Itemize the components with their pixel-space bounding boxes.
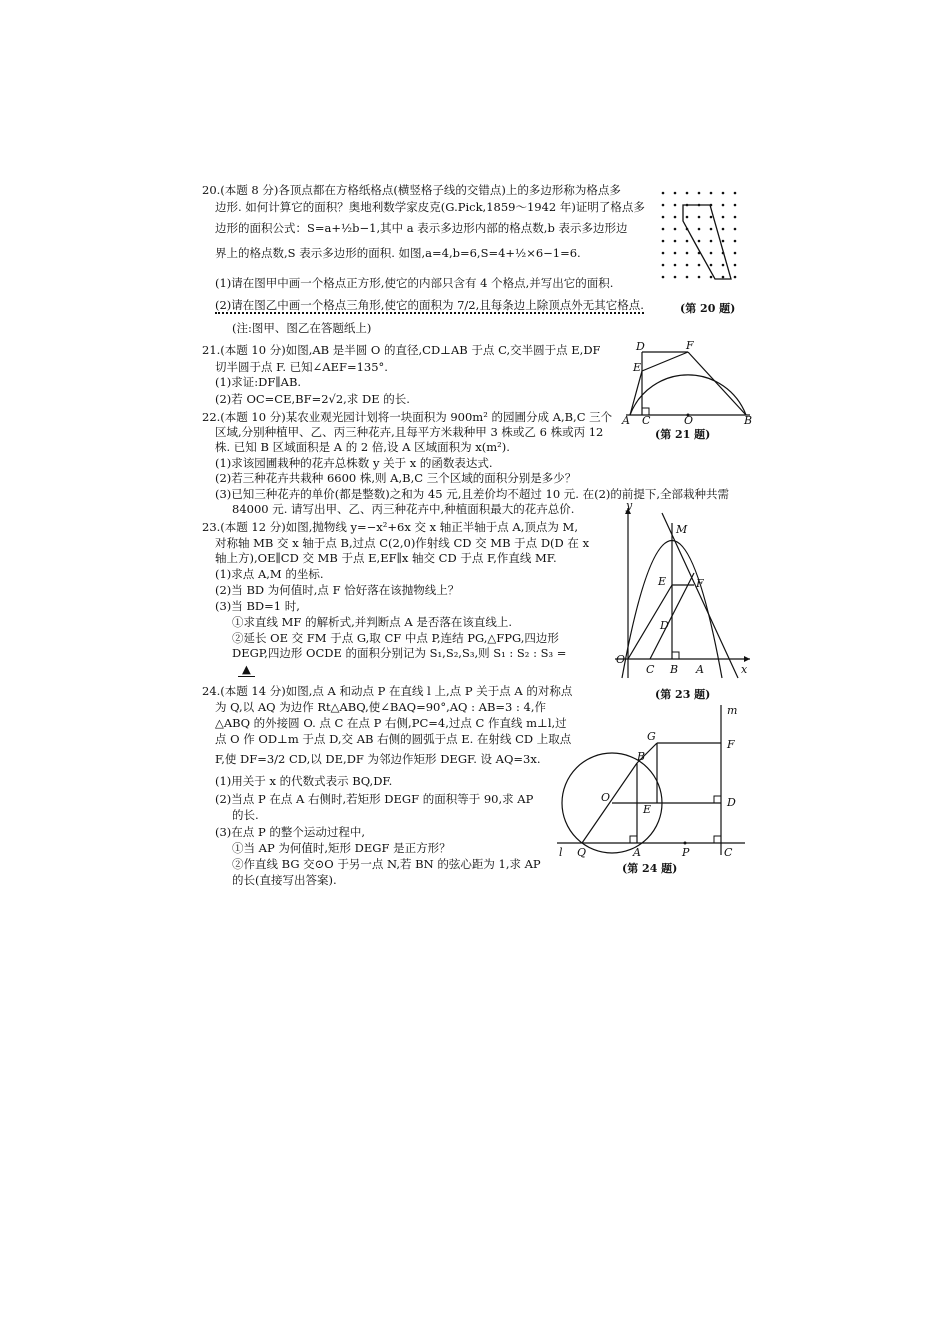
grid-dot (698, 264, 701, 267)
grid-dot (710, 192, 713, 195)
q24-line-11: ②作直线 BG 交⊙O 于另一点 N,若 BN 的弦心距为 1,求 AP (232, 857, 541, 871)
q21-line-4: (2)若 OC=CE,BF=2√2,求 DE 的长. (215, 392, 410, 406)
grid-dot (710, 276, 713, 279)
q23-line-2: 对称轴 MB 交 x 轴于点 B,过点 C(2,0)作射线 CD 交 MB 于点 D(D 在 x (215, 536, 590, 550)
q23-caption: (第 23 题) (655, 688, 711, 701)
q24-line-7: (2)当点 P 在点 A 右侧时,若矩形 DEGF 的面积等于 90,求 AP (215, 792, 534, 806)
grid-dot (662, 204, 665, 207)
grid-dot (674, 240, 677, 243)
grid-dot (722, 192, 725, 195)
grid-dot (734, 192, 737, 195)
grid-dot (710, 216, 713, 219)
q23-label-x: x (741, 663, 748, 676)
q21-label-c: C (642, 414, 651, 425)
q24-label-d: D (727, 796, 736, 809)
grid-dot (674, 192, 677, 195)
q24-line-4: 点 O 作 OD⊥m 于点 D,交 AB 右侧的圆弧于点 E. 在射线 CD 上取点 (215, 732, 572, 746)
q20-line-1: 20.(本题 8 分)各顶点都在方格纸格点(横竖格子线的交错点)上的多边形称为格点多 (202, 183, 621, 197)
q24-label-l: l (559, 846, 563, 859)
q23-label-d: D (660, 619, 669, 632)
q21-line-1: 21.(本题 10 分)如图,AB 是半圆 O 的直径,CD⊥AB 于点 C,交半圆于点 E,DF (202, 343, 601, 357)
grid-dot (674, 264, 677, 267)
q23-line-7: ①求直线 MF 的解析式,并判断点 A 是否落在该直线上. (232, 615, 512, 629)
q22-line-3: 株. 已知 B 区域面积是 A 的 2 倍,设 A 区域面积为 x(m²). (215, 440, 510, 454)
grid-dot (674, 216, 677, 219)
grid-dot (662, 228, 665, 231)
q23-answer-blank: ▲ (238, 662, 255, 677)
q23-label-c: C (646, 663, 655, 676)
q23-label-y: y (626, 503, 633, 512)
grid-dot (722, 228, 725, 231)
q21-line-2: 切半圆于点 F. 已知∠AEF=135°. (215, 360, 388, 374)
grid-dot (674, 228, 677, 231)
q20-figure (655, 183, 755, 293)
grid-dot (662, 192, 665, 195)
q23-line-1: 23.(本题 12 分)如图,抛物线 y=−x²+6x 交 x 轴正半轴于点 A,顶点为 M, (202, 520, 578, 534)
q21-label-f: F (686, 340, 694, 352)
q23-line-9: DEGP,四边形 OCDE 的面积分别记为 S₁,S₂,S₃,则 S₁ : S₂ : S₃ = (232, 646, 567, 660)
q22-line-4: (1)求该园圃栽种的花卉总株数 y 关于 x 的函数表达式. (215, 456, 493, 470)
q22-line-2: 区域,分别种植甲、乙、丙三种花卉,且每平方米栽种甲 3 株或乙 6 株或丙 12 (215, 425, 604, 439)
q21-label-e: E (633, 361, 642, 374)
q24-figure (555, 700, 750, 860)
q20-caption: (第 20 题) (680, 302, 736, 315)
grid-dot (674, 252, 677, 255)
grid-dot (686, 252, 689, 255)
q23-label-e: E (658, 575, 667, 588)
q23-line-3: 轴上方),OE∥CD 交 MB 于点 E,EF∥x 轴交 CD 于点 F,作直线 MF. (215, 551, 557, 565)
grid-dot (686, 240, 689, 243)
q20-line-3: 边形的面积公式：S=a+½b−1,其中 a 表示多边形内部的格点数,b 表示多边形边 (215, 221, 628, 235)
q24-line-5: F,使 DF=3/2 CD,以 DE,DF 为邻边作矩形 DEGF. 设 AQ=3x. (215, 752, 541, 766)
q24-line-12: 的长(直接写出答案). (232, 873, 337, 887)
q21-label-o: O (684, 414, 694, 425)
grid-dot (686, 276, 689, 279)
q22-line-6: (3)已知三种花卉的单价(都是整数)之和为 45 元,且差价均不超过 10 元. 在(2)的前提下,全部栽种共需 (215, 487, 730, 501)
q21-figure (620, 340, 755, 425)
q24-line-6: (1)用关于 x 的代数式表示 BQ,DF. (215, 774, 393, 788)
q21-label-a: A (622, 414, 630, 425)
grid-dot (674, 204, 677, 207)
q24-line-8: 的长. (232, 808, 259, 822)
grid-dot (662, 216, 665, 219)
q23-label-a: A (696, 663, 704, 676)
grid-dot (710, 240, 713, 243)
q24-label-c: C (724, 846, 733, 859)
grid-dot (734, 276, 737, 279)
q20-line-7: (注:图甲、图乙在答题纸上) (232, 321, 372, 335)
q23-label-o: O (616, 653, 626, 666)
q23-label-m: M (676, 523, 688, 536)
grid-dot (698, 216, 701, 219)
q20-line-5: (1)请在图甲中画一个格点正方形,使它的内部只含有 4 个格点,并写出它的面积. (215, 276, 614, 290)
grid-dot (698, 240, 701, 243)
q23-line-5: (2)当 BD 为何值时,点 F 恰好落在该抛物线上？ (215, 583, 460, 597)
grid-dot (734, 204, 737, 207)
grid-dot (722, 276, 725, 279)
q23-label-b: B (670, 663, 679, 676)
q23-figure (610, 503, 755, 683)
q21-line-3: (1)求证:DF∥AB. (215, 375, 302, 389)
q24-label-e: E (643, 803, 652, 816)
q21-caption: (第 21 题) (655, 428, 711, 441)
q23-line-8: ②延长 OE 交 FM 于点 G,取 CF 中点 P,连结 PG,△FPG,四边形 (232, 631, 559, 645)
grid-dot (662, 240, 665, 243)
grid-dot (734, 252, 737, 255)
q24-label-a: A (633, 846, 641, 859)
grid-dot (710, 252, 713, 255)
grid-dot (734, 216, 737, 219)
grid-dot (686, 216, 689, 219)
q23-line-4: (1)求点 A,M 的坐标. (215, 567, 324, 581)
q24-label-f: F (727, 738, 735, 751)
grid-dot (674, 276, 677, 279)
grid-dot (722, 216, 725, 219)
grid-dot (734, 240, 737, 243)
grid-dot (698, 228, 701, 231)
q24-label-g: G (647, 730, 656, 743)
grid-dot (662, 276, 665, 279)
grid-dot (710, 264, 713, 267)
q24-line-2: 为 Q,以 AQ 为边作 Rt△ABQ,使∠BAQ=90°,AQ : AB=3 : 4,作 (215, 700, 547, 714)
q22-line-5: (2)若三种花卉共栽种 6600 株,则 A,B,C 三个区域的面积分别是多少？ (215, 471, 577, 485)
q24-label-o: O (601, 791, 611, 804)
q24-line-1: 24.(本题 14 分)如图,点 A 和动点 P 在直线 l 上,点 P 关于点 A 的对称点 (202, 684, 573, 698)
grid-dot (710, 228, 713, 231)
q20-line-4: 界上的格点数,S 表示多边形的面积. 如图,a=4,b=6,S=4+½×6−1=6. (215, 246, 581, 260)
grid-dot (734, 228, 737, 231)
grid-dot (686, 192, 689, 195)
q24-label-p: P (682, 846, 690, 859)
q24-label-b: B (637, 750, 646, 763)
grid-dot (734, 264, 737, 267)
q24-caption: (第 24 题) (622, 862, 678, 875)
grid-dot (662, 264, 665, 267)
q21-label-b: B (744, 414, 753, 425)
q23-label-f: F (696, 577, 704, 590)
grid-dot (698, 276, 701, 279)
q21-label-d: D (636, 340, 645, 353)
q20-line-6: (2)请在图乙中画一个格点三角形,使它的面积为 7/2,且每条边上除顶点外无其它格点. (215, 298, 644, 312)
q24-line-10: ①当 AP 为何值时,矩形 DEGF 是正方形？ (232, 841, 451, 855)
grid-dot (698, 192, 701, 195)
q21-semicircle (630, 375, 746, 415)
grid-dot (722, 204, 725, 207)
q24-label-q: Q (577, 846, 587, 859)
grid-dot (722, 264, 725, 267)
grid-dot (686, 264, 689, 267)
q22-line-7: 84000 元. 请写出甲、乙、丙三种花卉中,种植面积最大的花卉总价. (232, 502, 575, 516)
q22-line-1: 22.(本题 10 分)某农业观光园计划将一块面积为 900m² 的园圃分成 A,B,C 三个 (202, 410, 613, 424)
q23-line-6: (3)当 BD=1 时, (215, 599, 300, 613)
q24-line-9: (3)在点 P 的整个运动过程中, (215, 825, 365, 839)
q24-label-m: m (727, 704, 738, 717)
q24-line-3: △ABQ 的外接圆 O. 点 C 在点 P 右侧,PC=4,过点 C 作直线 m⊥l,过 (215, 716, 567, 730)
q20-line-2: 边形. 如何计算它的面积？奥地利数学家皮克(G.Pick,1859～1942 年)证明了格点多 (215, 200, 645, 214)
grid-dot (722, 240, 725, 243)
grid-dot (662, 252, 665, 255)
